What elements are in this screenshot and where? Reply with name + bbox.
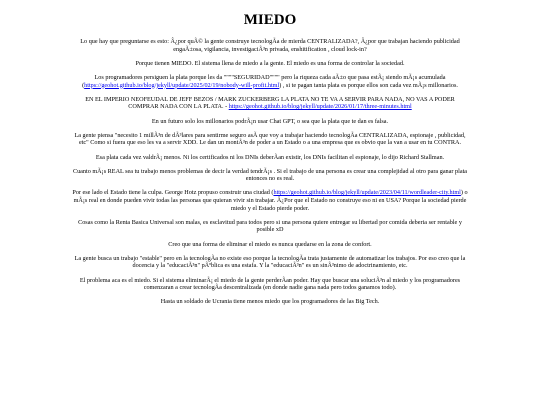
paragraph-security — [71, 74, 469, 89]
wordleader-city-link[interactable]: https://geohot.github.io/blog/jekyll/update/2023/04/11/wordleader-city.html — [273, 189, 461, 197]
page-title: MIEDO — [243, 12, 297, 28]
paragraph-ukraine: Hasta un soldado de Ucrania tiene menos miedo que los programadores de las Big Tech. — [160, 298, 380, 306]
paragraph-text: ) o mÃ¡s real en donde pueden vivir todas las personas que quieran vivir sin trabajar. Â¿Por que el Estado no construye eso ni en USA? Porque la sociedad pierde miedo y el Estado pierde poder. — [73, 189, 468, 212]
paragraph-chatgpt: En un futuro solo los millonarios podrÃ¡n usar Chat GPT, o sea que la plata que te dan es falsa. — [151, 117, 389, 125]
paragraph-million: La gente piensa "necesito 1 millÃ³n de dÃ³lares para sentirme seguro asÃ que voy a trabajar haciendo tecnologÃa CENTRALIZADA, espionaje , publicidad, etc" Como si fuera que eso les va a servir XDD. Le dan un montÃ³n de poder a un Estado o a una empresa que es obvio que la van a usar en tu CONTRA. — [74, 131, 466, 147]
paragraph-real-work: Cuanto mÃ¡s REAL sea tu trabajo menos problemas de decir la verdad tendrÃ¡s . Si el trabajo de una persona es crear una complejidad al otro para ganar plata entonces no es real. — [72, 167, 468, 183]
paragraph-neofeudal — [71, 96, 469, 111]
paragraph-comfort-zone: Creo que una forma de eliminar el miedo es nunca quedarse en la zona de confort. — [168, 240, 372, 248]
paragraph-state-city — [71, 189, 469, 212]
paragraph-text: ) , si te pagan tanta plata es porque ellos son cada vez mÃ¡s millonarios. — [279, 81, 458, 89]
paragraph-why-centralized: Lo que hay que preguntarse es esto: Â¿por quÃ© la gente construye tecnologÃa de mierda CENTRALIZADA?, Â¿por que trabajan haciendo publicidad engaÃ±osa, vigilancia, investigaciÃ³n privada, enshitification , cloud lock-in? — [80, 38, 460, 53]
paragraph-text: EN EL IMPERIO NEOFEUDAL DE JEFF BEZOS / MARK ZUCKERBERG LA PLATA NO TE VA A SERVIR PARA NADA, NO VAS A PODER COMPRAR NADA CON LA PLATA. - — [85, 95, 455, 111]
paragraph-fear: Porque tienen MIEDO. El sistema llena de miedo a la gente. El miedo es una forma de controlar la sociedad. — [135, 59, 405, 67]
paragraph-basic-income: Cosas como la Renta Basica Universal son malas, es esclavitud para todos pero si una persona quiere entregar su libertad por comida deberia ser rentable y posible xD — [78, 218, 462, 234]
paragraph-text: Por ese lado el Estado tiene la culpa. George Hotz propuso construir una ciudad ( — [72, 189, 274, 197]
paragraph-stable-job: La gente busca un trabajo "estable" pero en la tecnologÃa no existe eso porque la tecnologÃa trata justamente de automatizar los trabajos. Por eso creo que la docencia y la "educaciÃ³n" pÃºblica es una estafa. Y la "educaciÃ³n" es un sinÃ³nimo de adoctrinamiento, etc. — [74, 254, 466, 270]
three-minutes-link[interactable]: https://geohot.github.io/blog/jekyll/update/2026/01/17/three-minutes.html — [228, 103, 412, 111]
paragraph-text: Los programadores persiguen la plata porque les da """"SEGURIDAD"""" pero la riqueza cada aÃ±o que pasa estÃ¡ siendo mÃ¡s acumulada ( — [82, 73, 446, 89]
paragraph-eliminate-fear: El problema aca es el miedo. Si el sistema eliminarÃ¡ el miedo de la gente perderÃan poder. Hay que buscar una soluciÃ³n al miedo y los programadores comenzaran a crear tecnologÃa descentralizada (en donde nadie gana nada pero todos ganamos todo). — [79, 276, 461, 292]
nobody-will-profit-link[interactable]: https://geohot.github.io/blog/jekyll/update/2025/02/19/nobody-will-profit.html — [84, 81, 280, 89]
paragraph-dni: Esa plata cada vez valdrÃ¡ menos. Ni los certificados ni los DNIs deberÃan existir, los DNIs facilitan el espionaje, lo dijo Richard Stallman. — [95, 153, 445, 161]
